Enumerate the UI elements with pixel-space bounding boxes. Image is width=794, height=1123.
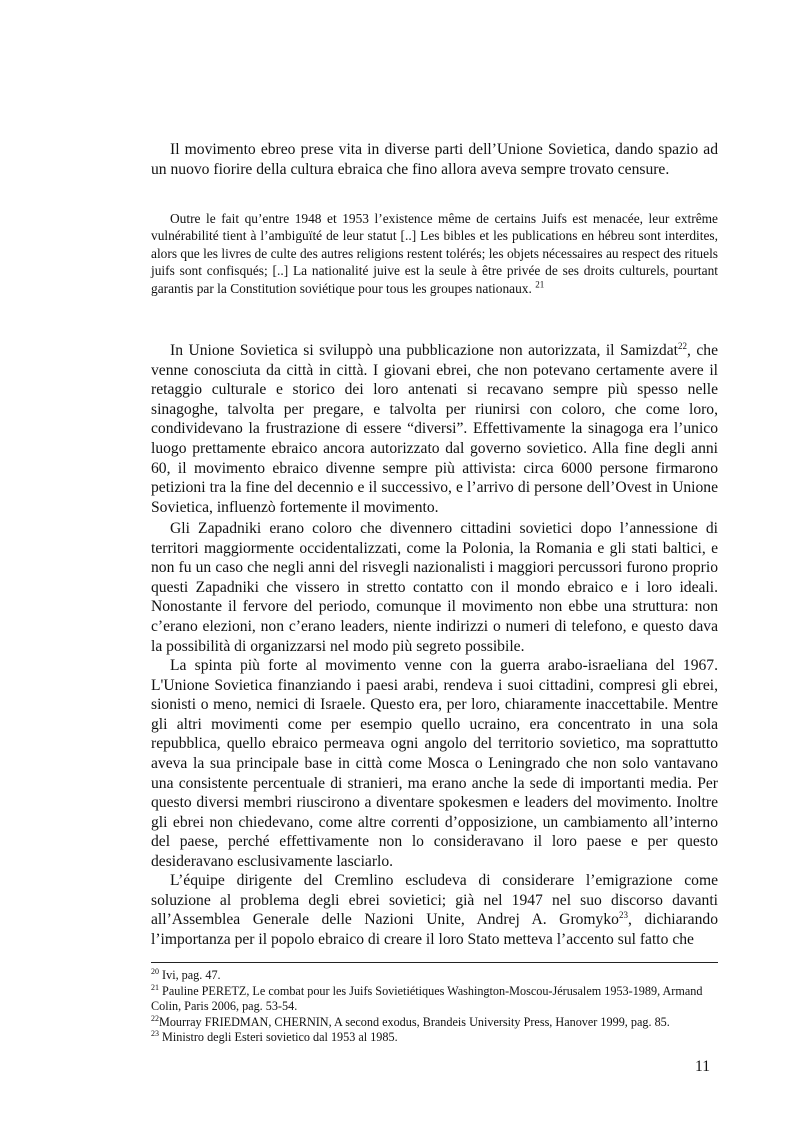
footnote-ref-21: 21 (535, 279, 545, 290)
footnote-divider (151, 962, 718, 963)
footnote-number: 23 (151, 1029, 159, 1039)
paragraph-2-text-a: In Unione Sovietica si sviluppò una pubblicazione non autorizzata, il Samizdat (170, 342, 678, 359)
paragraph-3: Gli Zapadniki erano coloro che divennero cittadini sovietici dopo l’annessione di territori maggiormente occidentalizzati, come la Polonia, la Romania e gli stati baltici, e non fu un caso che negli anni del risvegli nazionalisti i maggiori percussori furono proprio questi Zapadniki che vissero in stretto contatto con il mondo ebraico e i loro ideali. Nonostante il fervore del periodo, comunque il movimento non ebbe una struttura: non c’erano elezioni, non c’erano leaders, niente indirizzi o numeri di telefono, e questo dava la possibilità di organizzarsi nel modo più segreto possibile. (151, 520, 718, 655)
footnote-text: Ivi, pag. 47. (159, 968, 221, 982)
footnote-20 (151, 968, 718, 984)
block-quote-text: Outre le fait qu’entre 1948 et 1953 l’existence même de certains Juifs est menacée, leur extrême vulnérabilité tient à l’ambiguïté de leur statut [..] Les bibles et les publications en hébreu sont interdites, alors que les livres de culte des autres religions restent tolérés; les objets nécessaires au respect des rituels juifs sont confisqués; [..] La nationalité juive est la seule à être privée de ses droits culturels, pourtant garantis par la Constitution soviétique pour tous les groupes nationaux. (151, 211, 718, 296)
footnote-22 (151, 1015, 718, 1031)
paragraph-2 (151, 341, 718, 517)
paragraph-2-text-b: , che venne conosciuta da città in città. I giovani ebrei, che non potevano certamente avere il retaggio culturale e storico dei loro antenati si recavano sempre più spesso nelle sinagoghe, talvolta per pregare, e talvolta per riunirsi con coloro, che come loro, condividevano la frustrazione di essere “diversi”. Effettivamente la sinagoga era l’unico luogo prettamente ebraico ancora autorizzato dal governo sovietico. Alla fine degli anni 60, il movimento ebraico divenne sempre più attivista: circa 6000 persone firmarono petizioni tra la fine del decennio e il successivo, e l’arrivo di persone dell’Ovest in Unione Sovietica, influenzò fortemente il movimento. (151, 342, 718, 516)
paragraph-5-text-a: L’équipe dirigente del Cremlino escludeva di considerare l’emigrazione come soluzione al problema degli ebrei sovietici; già nel 1947 nel suo discorso davanti all’Assemblea Generale delle Nazioni Unite, Andrej A. Gromyko (151, 872, 718, 929)
footnote-text: Pauline PERETZ, Le combat pour les Juifs Sovietiétiques Washington-Moscou-Jérusalem 1953-1989, Armand Colin, Paris 2006, pag. 53-54. (151, 983, 703, 1014)
footnote-ref-23: 23 (618, 910, 628, 920)
footnote-number: 21 (151, 982, 159, 992)
paragraph-5 (151, 871, 718, 949)
footnote-23 (151, 1030, 718, 1046)
paragraph-5-text-b: , dichiarando l’importanza per il popolo ebraico di creare il loro Stato metteva l’accento sul fatto che (151, 911, 718, 948)
paragraph-1: Il movimento ebreo prese vita in diverse parti dell’Unione Sovietica, dando spazio ad un nuovo fiorire della cultura ebraica che fino allora aveva sempre trovato censure. (151, 141, 718, 178)
footnote-number: 20 (151, 966, 159, 976)
footnotes (151, 968, 718, 1046)
footnote-text: Ministro degli Esteri sovietico dal 1953 al 1985. (159, 1030, 398, 1045)
block-quote (151, 210, 718, 297)
paragraph-4: La spinta più forte al movimento venne con la guerra arabo-israeliana del 1967. L'Unione Sovietica finanziando i paesi arabi, rendeva i suoi cittadini, compresi gli ebrei, sionisti o meno, nemici di Israele. Questo era, per loro, chiaramente inaccettabile. Mentre gli altri movimenti come per esempio quello ucraino, era concentrato in una sola repubblica, quello ebraico permeava ogni angolo del territorio sovietico, ma soprattutto aveva la sua principale base in città come Mosca o Leningrado che non solo vantavano una consistente percentuale di stranieri, ma erano anche la sede di importanti media. Per questo diversi membri riuscirono a diventare spokesmen e leaders del movimento. Inoltre gli ebrei non chiedevano, come altre correnti d’opposizione, un cambiamento all’interno del paese, perché effettivamente non lo consideravano il loro paese e per questo desideravano esclusivamente lasciarlo. (151, 657, 718, 870)
page-number: 11 (695, 1058, 711, 1075)
footnote-21 (151, 984, 718, 1015)
footnote-number: 22 (151, 1013, 159, 1023)
footnote-ref-22: 22 (678, 340, 687, 351)
footnote-text: Mourray FRIEDMAN, CHERNIN, A second exodus, Brandeis University Press, Hanover 1999, pag. 85. (159, 1014, 670, 1029)
